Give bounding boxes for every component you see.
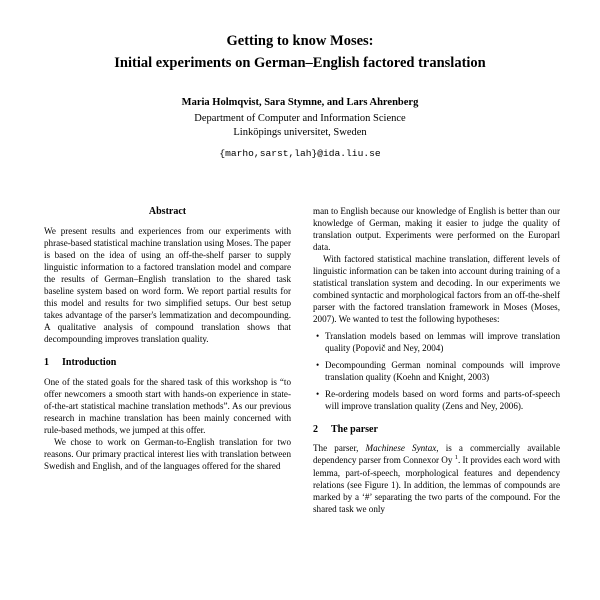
affiliation-line-2: Linköpings universitet, Sweden — [233, 127, 367, 139]
section-title: Introduction — [62, 357, 117, 369]
author-list: Maria Holmqvist, Sara Stymne, and Lars Ahrenberg — [181, 96, 419, 108]
intro-paragraph-1: One of the stated goals for the shared task of this workshop is “to offer newcomers a smooth start with hands-on experience in state-of-the-art statistical machine translation methods”. As our previous research in machine translation has been mainly concerned with rule-based methods, we jumped at this offer. — [44, 376, 291, 435]
footnote-marker: 1 — [454, 454, 458, 462]
section-title: The parser — [331, 424, 378, 436]
section-heading-introduction — [44, 356, 291, 369]
hypotheses-list — [313, 330, 560, 412]
abstract-paragraph: We present results and experiences from our experiments with phrase-based statistical machine translation using Moses. The paper is based on the idea of using an off-the-shelf parser to supply linguistic information to a factored translation model and compare the results of German–English translation to the shared task baseline system based on word form. We report partial results for this model and results for two simplified setups. Our best setup takes advantage of the parser's lemmatization and decompounding. A qualitative analysis of compound translation shows that decompounding improves translation quality. — [44, 226, 291, 345]
affiliation-line-1: Department of Computer and Information Science — [194, 112, 406, 124]
list-item: • Decompounding German nominal compounds will improve translation quality (Koehn and Knight, 2003) — [325, 359, 560, 383]
intro-paragraph-2: We chose to work on German-to-English translation for two reasons. Our primary practical interest lies with translation between Swedish and English, and of the languages offered for the shared — [44, 436, 291, 471]
right-paragraph-1: man to English because our knowledge of English is better than our knowledge of German, making it easier to judge the quality of translation output. Experiments were performed on the Europarl data. — [313, 206, 560, 253]
paper-header — [0, 0, 600, 159]
section-number: 1 — [44, 357, 49, 369]
page-title — [52, 30, 548, 75]
right-paragraph-2: With factored statistical machine translation, different levels of linguistic information can be taken into account during training of a statistical translation system and decoding. In our experiments we combined syntactic and morphological factors from an off-the-shelf parser with the factored translation framework in Moses (Moses, 2007). We wanted to test the following hypotheses: — [313, 254, 560, 325]
parser-paragraph-1: The parser, Machinese Syntax, is a commercially available dependency parser from Connexor Oy $^1$. It provides each word with lemma, part-of-speech, morphological features and dependency relations (see Figure 1). In addition, the lemmas of compounds are marked by a ‘#’ separating the two parts of the compound. For the shared task we only — [313, 443, 561, 514]
title-line-2: Initial experiments on German–English factored translation — [114, 55, 486, 72]
parser-name: Machinese Syntax — [365, 443, 437, 454]
list-item: • Re-ordering models based on word forms and parts-of-speech will improve translation quality (Zens and Ney, 2006). — [325, 388, 560, 412]
affiliation — [52, 112, 548, 140]
body-columns — [0, 205, 600, 514]
author-email: {marho,sarst,lah}@ida.liu.se — [219, 148, 381, 160]
right-column — [313, 205, 560, 514]
left-column — [44, 205, 291, 514]
section-heading-parser — [313, 423, 560, 436]
title-line-1: Getting to know Moses: — [226, 33, 374, 49]
list-item: • Translation models based on lemmas will improve translation quality (Popovič and Ney, 2004) — [325, 330, 560, 354]
abstract-heading: Abstract — [148, 206, 187, 218]
section-number: 2 — [313, 424, 318, 436]
